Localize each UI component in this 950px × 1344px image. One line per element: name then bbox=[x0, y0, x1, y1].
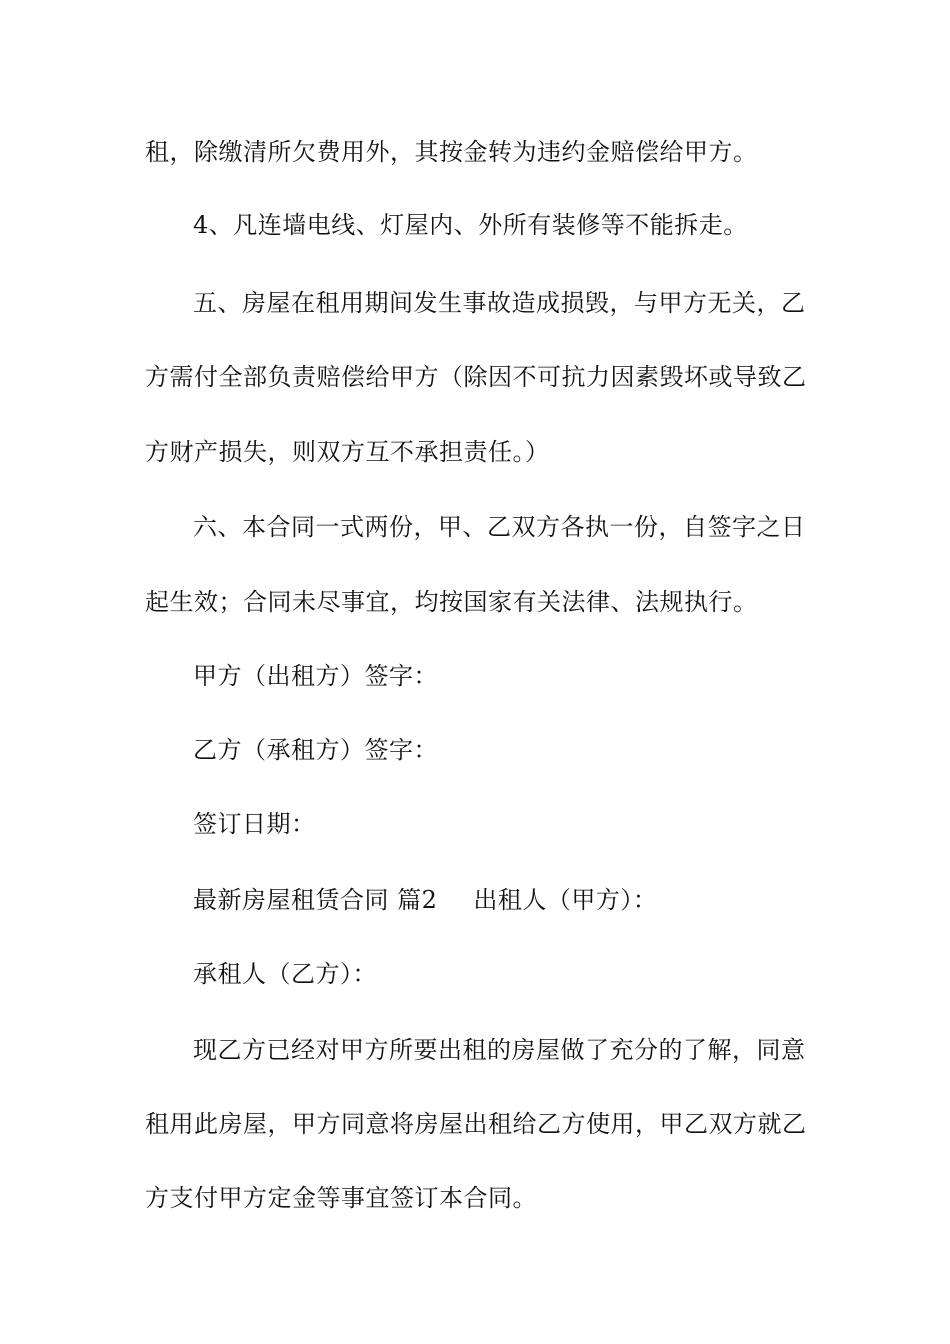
clause-6-line-1: 六、本合同一式两份，甲、乙双方各执一份，自签字之日 bbox=[193, 513, 806, 541]
party-b-signature: 乙方（承租方）签字： bbox=[193, 736, 438, 764]
contract-heading-line bbox=[193, 880, 863, 920]
clause-6-line-2: 起生效；合同未尽事宜，均按国家有关法律、法规执行。 bbox=[145, 588, 758, 616]
lessor-label: 出租人（甲方）： bbox=[473, 886, 658, 914]
clause-4: 4、凡连墙电线、灯屋内、外所有装修等不能拆走。 bbox=[193, 211, 748, 239]
clause-5-line-3: 方财产损失，则双方互不承担责任。） bbox=[145, 438, 550, 466]
intro-line-1: 现乙方已经对甲方所要出租的房屋做了充分的了解，同意 bbox=[193, 1036, 806, 1064]
lessee-label: 承租人（乙方）： bbox=[193, 960, 377, 988]
party-a-signature: 甲方（出租方）签字： bbox=[193, 662, 438, 690]
signing-date: 签订日期： bbox=[193, 810, 316, 838]
intro-line-2: 租用此房屋，甲方同意将房屋出租给乙方使用，甲乙双方就乙 bbox=[145, 1110, 807, 1138]
body-line: 租，除缴清所欠费用外，其按金转为违约金赔偿给甲方。 bbox=[145, 138, 758, 166]
clause-5-line-1: 五、房屋在租用期间发生事故造成损毁，与甲方无关，乙 bbox=[193, 289, 806, 317]
clause-5-line-2: 方需付全部负责赔偿给甲方（除因不可抗力因素毁坏或导致乙 bbox=[145, 363, 807, 391]
intro-line-3: 方支付甲方定金等事宜签订本合同。 bbox=[145, 1184, 537, 1212]
contract-title: 最新房屋租赁合同 篇2 bbox=[193, 886, 438, 914]
